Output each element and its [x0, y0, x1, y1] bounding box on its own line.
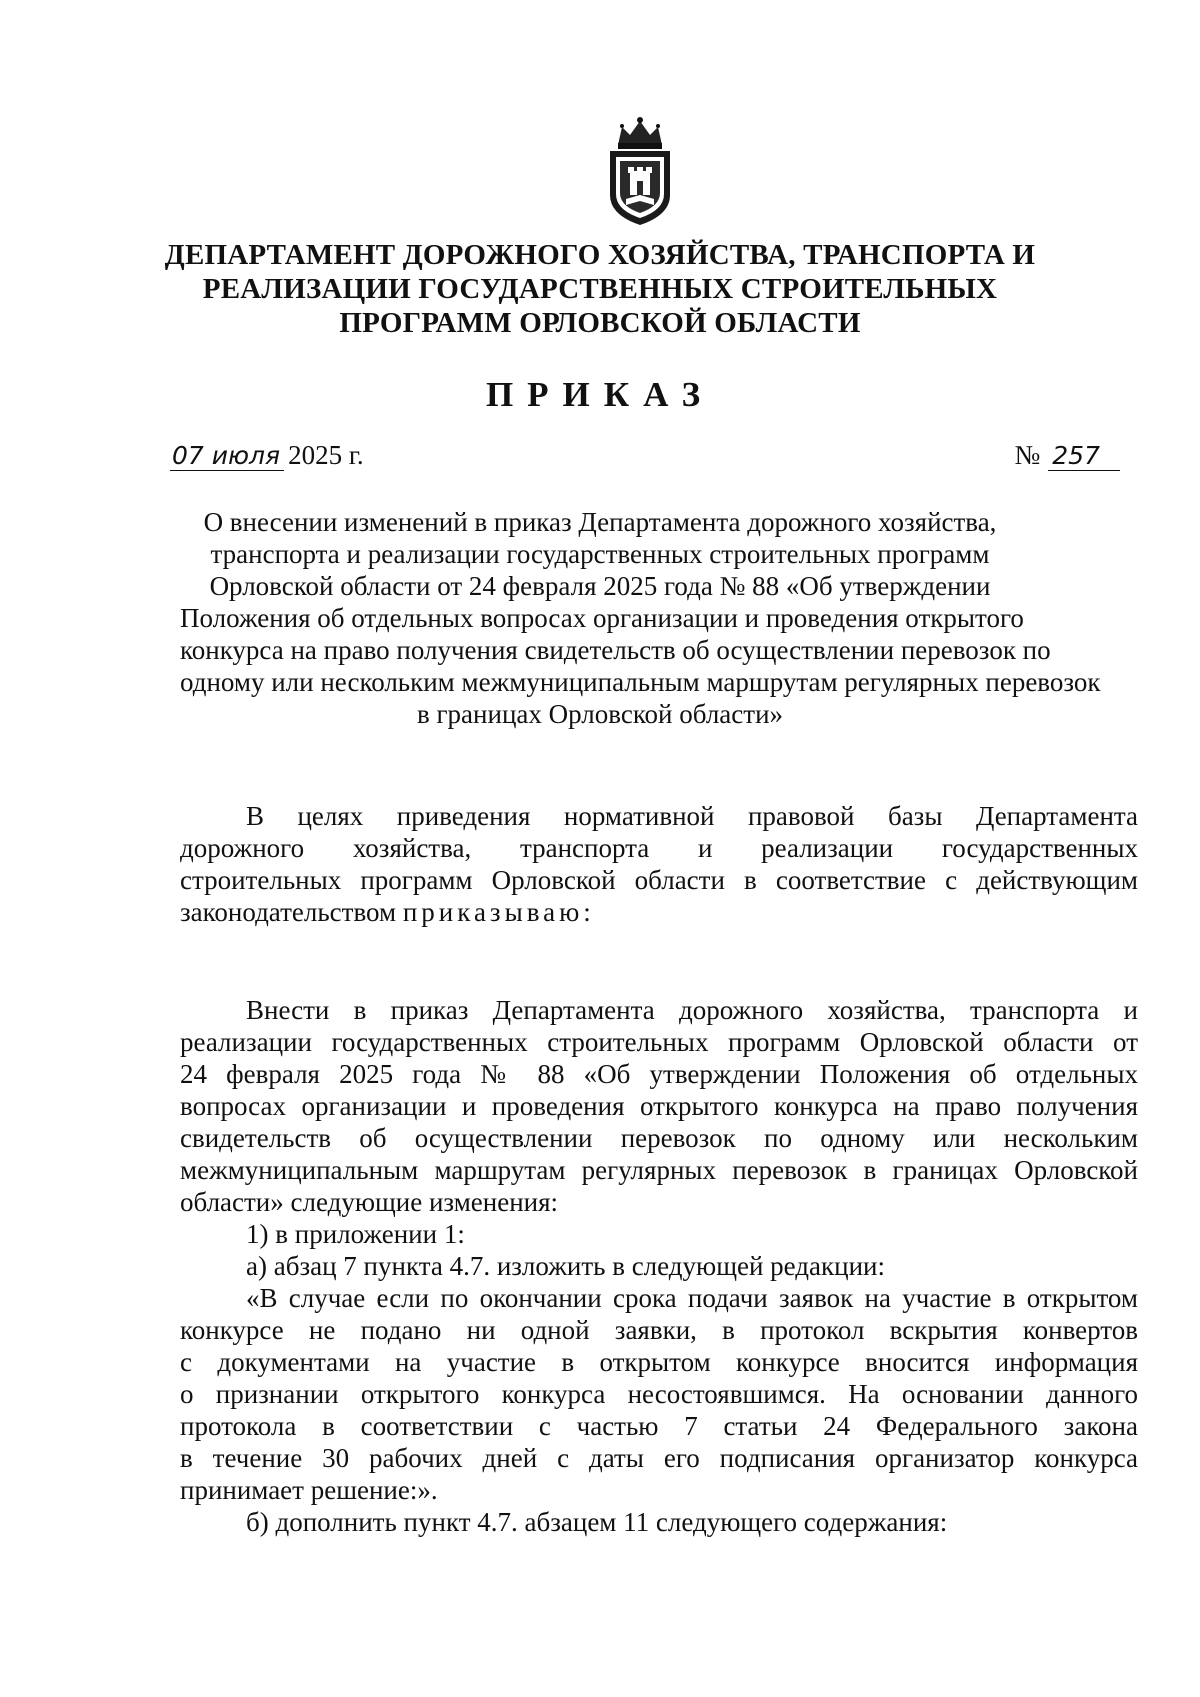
list-item-1: 1) в приложении 1:	[246, 1219, 465, 1249]
paragraph-line: в течение 30 рабочих дней с даты его подписания организатор конкурса	[180, 1443, 1138, 1473]
department-name-line: РЕАЛИЗАЦИИ ГОСУДАРСТВЕННЫХ СТРОИТЕЛЬНЫХ	[202, 273, 998, 305]
coat-of-arms-icon	[600, 115, 680, 227]
number-sign: №	[1014, 440, 1041, 470]
paragraph-line: принимает решение:».	[180, 1475, 438, 1505]
paragraph-line: «В случае если по окончании срока подачи заявок на участие в открытом	[246, 1283, 1138, 1313]
quoted-paragraph	[180, 1282, 1138, 1506]
paragraph-line: свидетельств об осуществлении перевозок по одному или нескольким	[180, 1123, 1138, 1153]
subject-line: одному или нескольким межмуниципальным маршрутам регулярных перевозок	[180, 667, 1101, 697]
handwritten-date: 07 июля	[170, 442, 284, 471]
order-date	[170, 440, 364, 471]
last-line-start: законодательством	[180, 897, 403, 927]
paragraph-line: межмуниципальным маршрутам регулярных перевозок в границах Орловской	[180, 1155, 1138, 1185]
paragraph-line: конкурсе не подано ни одной заявки, в протокол вскрытия конвертов	[180, 1315, 1138, 1345]
department-name-line: ПРОГРАММ ОРЛОВСКОЙ ОБЛАСТИ	[339, 307, 861, 339]
subject-line: транспорта и реализации государственных строительных программ	[210, 539, 990, 569]
preamble-paragraph	[180, 800, 1138, 928]
handwritten-number: 257	[1048, 442, 1120, 471]
paragraph-line: реализации государственных строительных программ Орловской области от	[180, 1027, 1138, 1057]
paragraph-line: с документами на участие в открытом конкурсе вносится информация	[180, 1347, 1138, 1377]
order-title: ПРИКАЗ	[485, 375, 715, 414]
department-name-line: ДЕПАРТАМЕНТ ДОРОЖНОГО ХОЗЯЙСТВА, ТРАНСПОРТА И	[164, 239, 1036, 271]
paragraph-line: В целях приведения нормативной правовой базы Департамента	[246, 801, 1138, 831]
subject-line: Орловской области от 24 февраля 2025 года № 88 «Об утверждении	[209, 571, 991, 601]
list-item-b: б) дополнить пункт 4.7. абзацем 11 следующего содержания:	[246, 1507, 948, 1537]
order-subject	[180, 506, 1101, 730]
paragraph-line	[180, 896, 1138, 928]
paragraph-line: 24 февраля 2025 года № 88 «Об утверждении Положения об отдельных	[180, 1059, 1138, 1089]
paragraph-line: строительных программ Орловской области в соответствие с действующим	[180, 865, 1138, 895]
subject-line: Положения об отдельных вопросах организации и проведения открытого	[180, 603, 1024, 633]
main-paragraph	[180, 994, 1138, 1218]
paragraph-line: протокола в соответствии с частью 7 статьи 24 Федерального закона	[180, 1411, 1138, 1441]
order-verb: приказываю:	[402, 897, 595, 927]
paragraph-line: области» следующие изменения:	[180, 1187, 559, 1217]
department-name	[150, 238, 1050, 340]
subject-line: О внесении изменений в приказ Департамента дорожного хозяйства,	[203, 507, 997, 537]
paragraph-line: дорожного хозяйства, транспорта и реализации государственных	[180, 833, 1138, 863]
paragraph-line: вопросах организации и проведения открытого конкурса на право получения	[180, 1091, 1138, 1121]
subject-line: в границах Орловской области»	[416, 699, 784, 729]
order-number	[1015, 440, 1120, 471]
paragraph-line: Внести в приказ Департамента дорожного хозяйства, транспорта и	[246, 995, 1138, 1025]
paragraph-line: о признании открытого конкурса несостоявшимся. На основании данного	[180, 1379, 1138, 1409]
list-item-a: а) абзац 7 пункта 4.7. изложить в следующей редакции:	[246, 1251, 885, 1281]
subject-line: конкурса на право получения свидетельств об осуществлении перевозок по	[180, 635, 1051, 665]
date-year: 2025 г.	[288, 440, 364, 470]
